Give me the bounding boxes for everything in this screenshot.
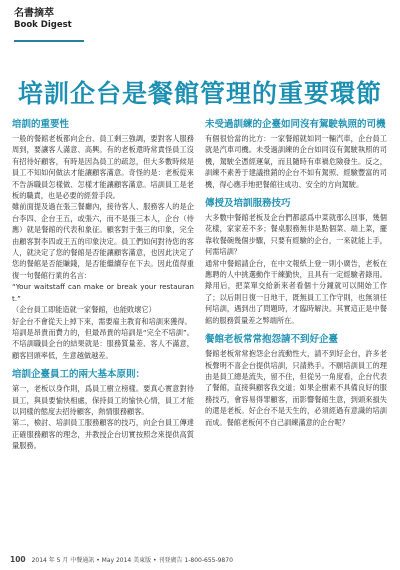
paragraph: 雖前面提及過在張三餐廳內，接待客人、服務客人的是企台李四、企台王五，或張六，而不是張三本人，企台（侍應）就是餐館的代表和象征。顧客對于張三的印象，完全由顧客對李四或王五的印象決定。員工們如何對待您的客人，就決定了您的餐館是否能讓顧客滿意，也因此決定了您的餐館是否能賺錢，是否能繼續存在下去。因此值得重復一句餐館行業的名言： xyxy=(12,202,194,280)
section-heading-untrained: 未受過訓練的企臺如同沒有駕駛執照的司機 xyxy=(205,119,386,130)
section-heading-principles: 培訓企臺員工的兩大基本原則： xyxy=(12,369,146,381)
paragraph: 有個很恰當的比方：一家餐館就如同一輛汽車，企台員工就是汽車司機。未受過訓練的企台如同沒有駕駛執照的司機，駕駛全憑經運氣，而且隨時有車禍危險發生。反之，訓練不素善于建議推銷的企台不如有駕照、經驗豐富的司機，得心應手地把餐館往成功、安全的方向駕駛。 xyxy=(205,134,387,189)
section-heading-skills: 傳授及培訓服務技巧 xyxy=(205,198,291,210)
article-title: 培訓企台是餐館管理的重要環節 xyxy=(17,79,382,108)
column-header xyxy=(14,8,72,31)
section-heading-importance: 培訓的重要性 xyxy=(12,119,70,130)
paragraph: 餐館老板常常抱怨企台流動性大，請不到好企台，許多老板聲明不喜企台提供培訓，只請熟手。不願培訓員工的理由是員工總是流失，留不住，但從另一角度看，企台代表了餐館，直接與顧客我交道；如果企樹素不具備良好的服務技巧，會容易得罪顧客，而影響餐館生意，到頭來損失的還是老板。好企台不是天生的，必須經過有意識的培訓而成。餐館老板何不自己訓練滿意的企台呢？ xyxy=(205,349,387,427)
header-rule xyxy=(14,40,84,42)
paragraph: 一般的餐館老板都向企台、員工剩三強調，要對客人服務周到，要讓客人滿意、高興。有的老板還時常責怪員工沒有招待好顧客，有時是因為員工的疏忽，但大多數時候是員工不知如何做法才能讓顧客滿意。奇怪的是：老板從來不告訴職員怎樣做、怎樣才能讓顧客滿意。培訓員工是老板的職責，也是必要的經營手段。 xyxy=(12,134,194,201)
left-column xyxy=(12,118,194,452)
paragraph: 好企台不會從天上掉下來，需要雇主教育和培訓來獲得。 xyxy=(12,316,192,326)
paragraph: 通常中餐館請企台，在中文報紙上登一則小廣告，老板在應聘的人中挑選動作干練勤快，且具有一定經驗者錄用。錄用后，把菜單交給新來者看個十分鐘就可以開始工作了；以后則日復一日地干，既無員工工作守則，也無須任何培訓，遇到出了問題時，才臨時解決。其實這正是中餐館的服務質量差之弊端所在。 xyxy=(205,258,387,325)
quote-chinese: （企台員工即能造就一家餐館，也能敗壞它） xyxy=(12,305,156,315)
page-number: 100 xyxy=(10,555,26,564)
paragraph: 第二，檢討、培訓員工服務顧客的技巧，向企台員工傳達正確服務顧客的理念，并教授企台切實按照念來提供高質量服務。 xyxy=(12,418,194,451)
footer-text: 2014 年 5 月 中餐通訊 • May 2014 美東版 • 刊登廣告 1-800-655-9870 xyxy=(31,557,233,564)
paragraph: 大多數中餐館老板及企台們都認爲中菜就那么回事，幾個花樣，家家差不多；餐桌服務無非是點個菜、端上菜，擺靠收餐碗幾個步驟，只要有經驗的企台，一來就能上手，何需培訓？ xyxy=(205,213,387,257)
column-subname: Book Digest xyxy=(14,20,72,30)
right-column xyxy=(205,118,387,428)
paragraph: 第一，老板以身作則，爲員工樹立榜樣。要真心實意對待員工，與員要愉快相處，保持員工的愉快心情，員工才能以同樣的態度去招待顧客，熱情服務顧客。 xyxy=(12,384,194,416)
paragraph: 培訓是昂貴而費力的，但最昂貴的培訓是“完全不培訓”。不培訓職員企台的結果就是：服務質量差、客人不滿意，顧客回頭率低，生意越做越差。 xyxy=(12,327,194,360)
quote-english: “Your waitstaff can make or break your restaurant.” xyxy=(12,282,194,303)
column-name: 名書摘萃 xyxy=(14,8,54,19)
section-heading-complaints: 餐館老板常常抱怨請不到好企臺 xyxy=(205,334,339,346)
page-footer xyxy=(10,556,233,565)
